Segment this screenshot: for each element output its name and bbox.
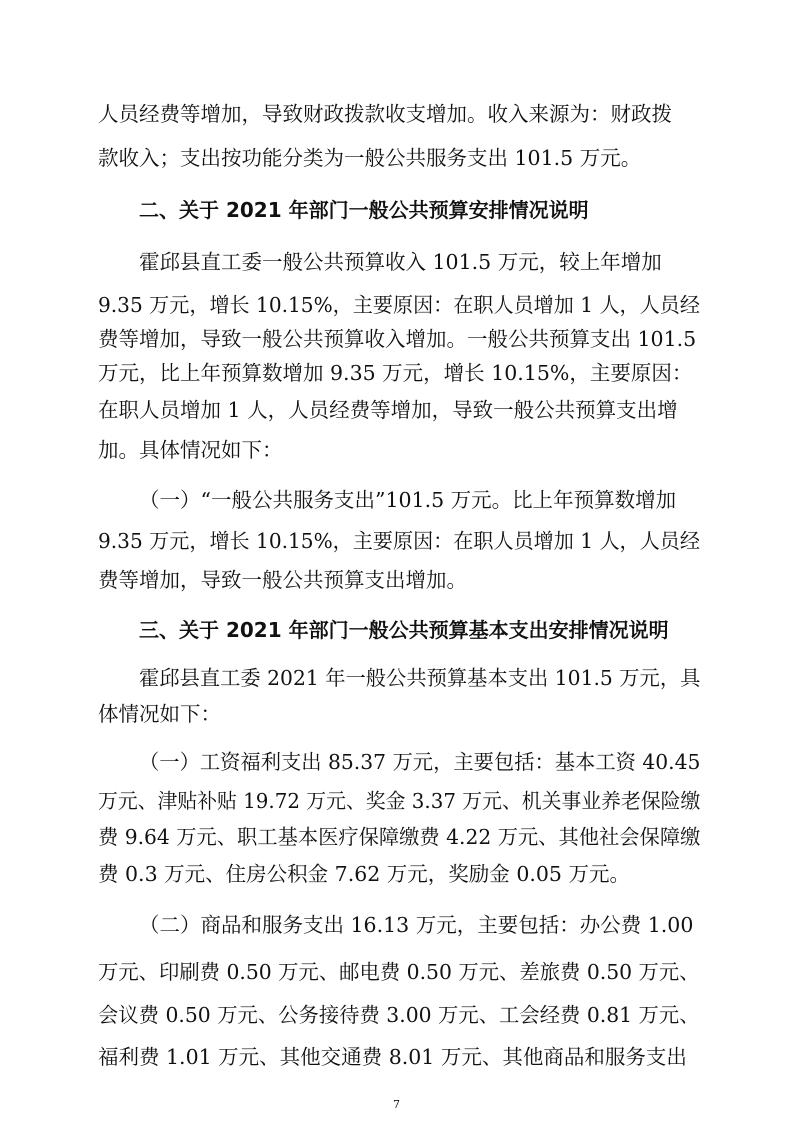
body-text-line: 款收入；支出按功能分类为一般公共服务支出 101.5 万元。 <box>98 146 642 170</box>
page-number: 7 <box>393 1098 400 1111</box>
body-text-line: （一）“一般公共服务支出”101.5 万元。比上年预算数增加 <box>139 488 677 512</box>
body-text-line: 霍邱县直工委一般公共预算收入 101.5 万元，较上年增加 <box>139 250 662 274</box>
body-text-line: 体情况如下： <box>98 702 221 726</box>
section-heading: 三、关于 2021 年部门一般公共预算基本支出安排情况说明 <box>139 618 669 642</box>
body-text-line: 9.35 万元，增长 10.15%，主要原因：在职人员增加 1 人，人员经 <box>98 529 700 553</box>
body-text-line: 费等增加，导致一般公共预算支出增加。 <box>98 568 467 592</box>
body-text-line: 费等增加，导致一般公共预算收入增加。一般公共预算支出 101.5 <box>98 327 697 351</box>
body-text-line: 福利费 1.01 万元、其他交通费 8.01 万元、其他商品和服务支出 <box>98 1045 687 1069</box>
body-text-line: 霍邱县直工委 2021 年一般公共预算基本支出 101.5 万元，具 <box>139 666 701 690</box>
body-text-line: 费 9.64 万元、职工基本医疗保障缴费 4.22 万元、其他社会保障缴 <box>98 825 701 849</box>
section-heading: 二、关于 2021 年部门一般公共预算安排情况说明 <box>139 198 589 222</box>
body-text-line: 费 0.3 万元、住房公积金 7.62 万元，奖励金 0.05 万元。 <box>98 862 630 886</box>
body-text-line: 会议费 0.50 万元、公务接待费 3.00 万元、工会经费 0.81 万元、 <box>98 1003 700 1027</box>
body-text-line: （二）商品和服务支出 16.13 万元，主要包括：办公费 1.00 <box>139 913 694 937</box>
body-text-line: （一）工资福利支出 85.37 万元，主要包括：基本工资 40.45 <box>139 750 701 774</box>
body-text-line: 万元、印刷费 0.50 万元、邮电费 0.50 万元、差旅费 0.50 万元、 <box>98 960 700 984</box>
body-text-line: 人员经费等增加，导致财政拨款收支增加。收入来源为：财政拨 <box>98 102 672 126</box>
body-text-line: 加。具体情况如下： <box>98 438 283 462</box>
body-text-line: 在职人员增加 1 人，人员经费等增加，导致一般公共预算支出增 <box>98 398 678 422</box>
body-text-line: 9.35 万元，增长 10.15%，主要原因：在职人员增加 1 人，人员经 <box>98 293 700 317</box>
body-text-line: 万元，比上年预算数增加 9.35 万元，增长 10.15%，主要原因： <box>98 361 693 385</box>
body-text-line: 万元、津贴补贴 19.72 万元、奖金 3.37 万元、机关事业养老保险缴 <box>98 789 701 813</box>
